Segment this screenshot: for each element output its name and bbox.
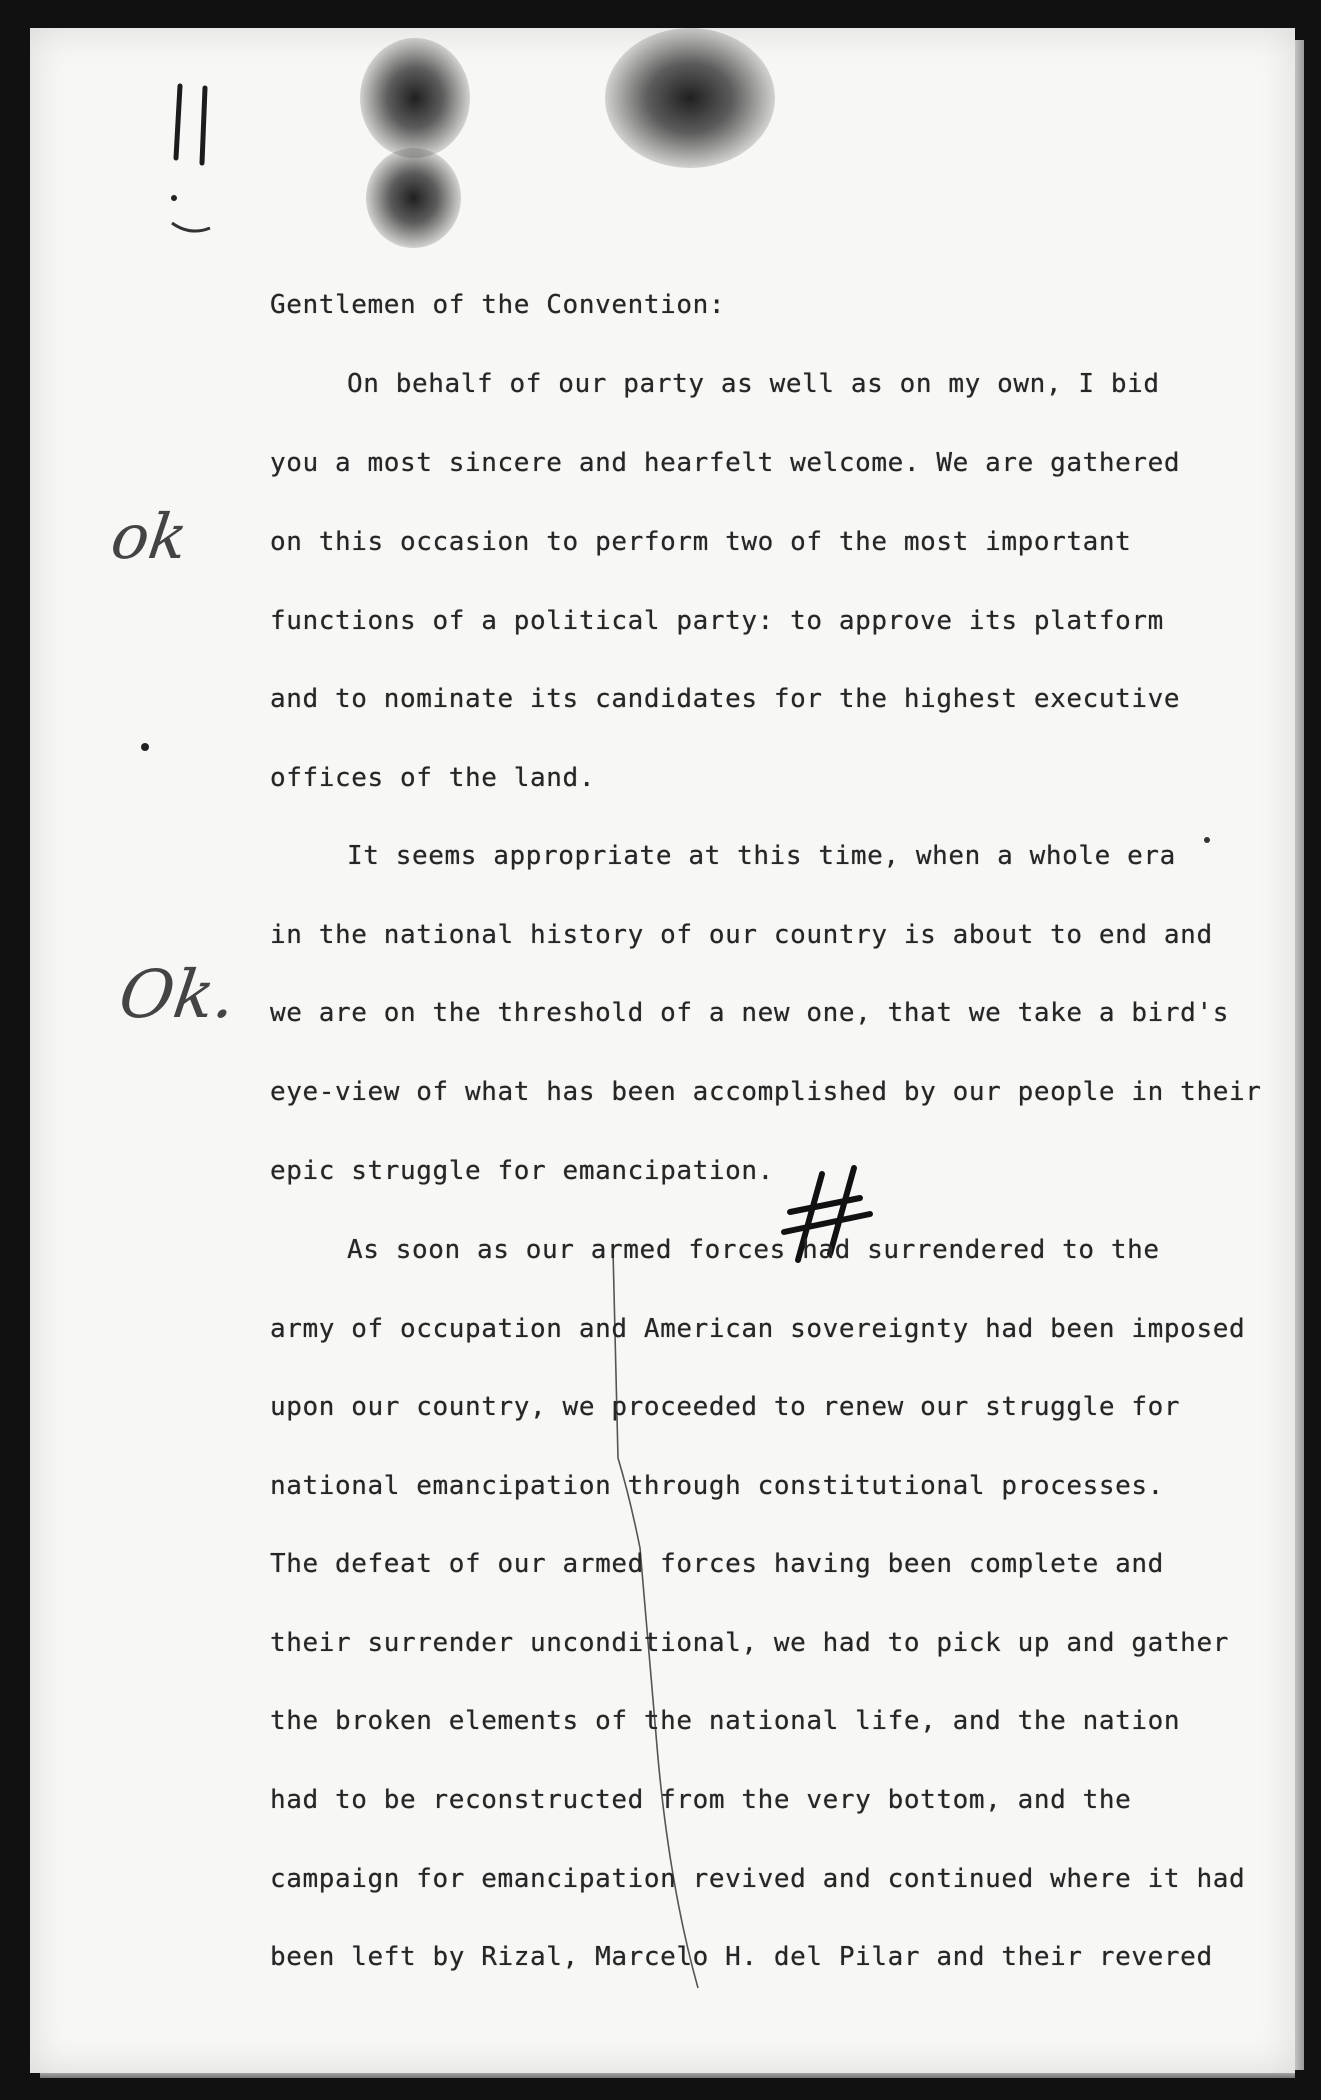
text-line-8: in the national history of our country is about to end and: [270, 920, 1213, 950]
text-line-1: On behalf of our party as well as on my own, I bid: [347, 369, 1160, 399]
stray-dot-1: [141, 743, 149, 751]
text-line-14: upon our country, we proceeded to renew our struggle for: [270, 1392, 1181, 1422]
text-line-11: epic struggle for emancipation.: [270, 1156, 774, 1186]
margin-note-ok: ok: [106, 500, 193, 573]
text-line-19: had to be reconstructed from the very bottom, and the: [270, 1785, 1132, 1815]
text-line-16: The defeat of our armed forces having been complete and: [270, 1549, 1164, 1579]
text-line-4: functions of a political party: to approve its platform: [270, 606, 1164, 636]
text-line-13: army of occupation and American sovereignty had been imposed: [270, 1314, 1246, 1344]
text-line-20: campaign for emancipation revived and continued where it had: [270, 1864, 1246, 1894]
text-line-9: we are on the threshold of a new one, that we take a bird's: [270, 998, 1229, 1028]
text-line-6: offices of the land.: [270, 763, 596, 793]
exclamation-stroke-2: [202, 88, 205, 163]
text-line-18: the broken elements of the national life, and the nation: [270, 1706, 1181, 1736]
margin-note-ok-period: Ok.: [114, 956, 241, 1033]
stray-dot-2: [1204, 837, 1210, 843]
exclamation-stroke-1: [176, 86, 180, 158]
text-line-7: It seems appropriate at this time, when a whole era: [347, 841, 1176, 871]
pencil-marks: [30, 28, 1295, 2073]
text-line-21: been left by Rizal, Marcelo H. del Pilar and their revered: [270, 1942, 1213, 1972]
text-line-17: their surrender unconditional, we had to pick up and gather: [270, 1628, 1229, 1658]
text-line-5: and to nominate its candidates for the highest executive: [270, 684, 1181, 714]
paper-sheet: [30, 28, 1295, 2073]
salutation: Gentlemen of the Convention:: [270, 290, 726, 320]
text-line-15: national emancipation through constitutional processes.: [270, 1471, 1164, 1501]
text-line-2: you a most sincere and hearfelt welcome. We are gathered: [270, 448, 1181, 478]
exclamation-dot: [171, 195, 177, 201]
text-line-3: on this occasion to perform two of the most important: [270, 527, 1132, 557]
text-line-10: eye-view of what has been accomplished by our people in their: [270, 1077, 1262, 1107]
exclamation-underline: [172, 223, 210, 231]
text-line-12: As soon as our armed forces had surrendered to the: [347, 1235, 1160, 1265]
